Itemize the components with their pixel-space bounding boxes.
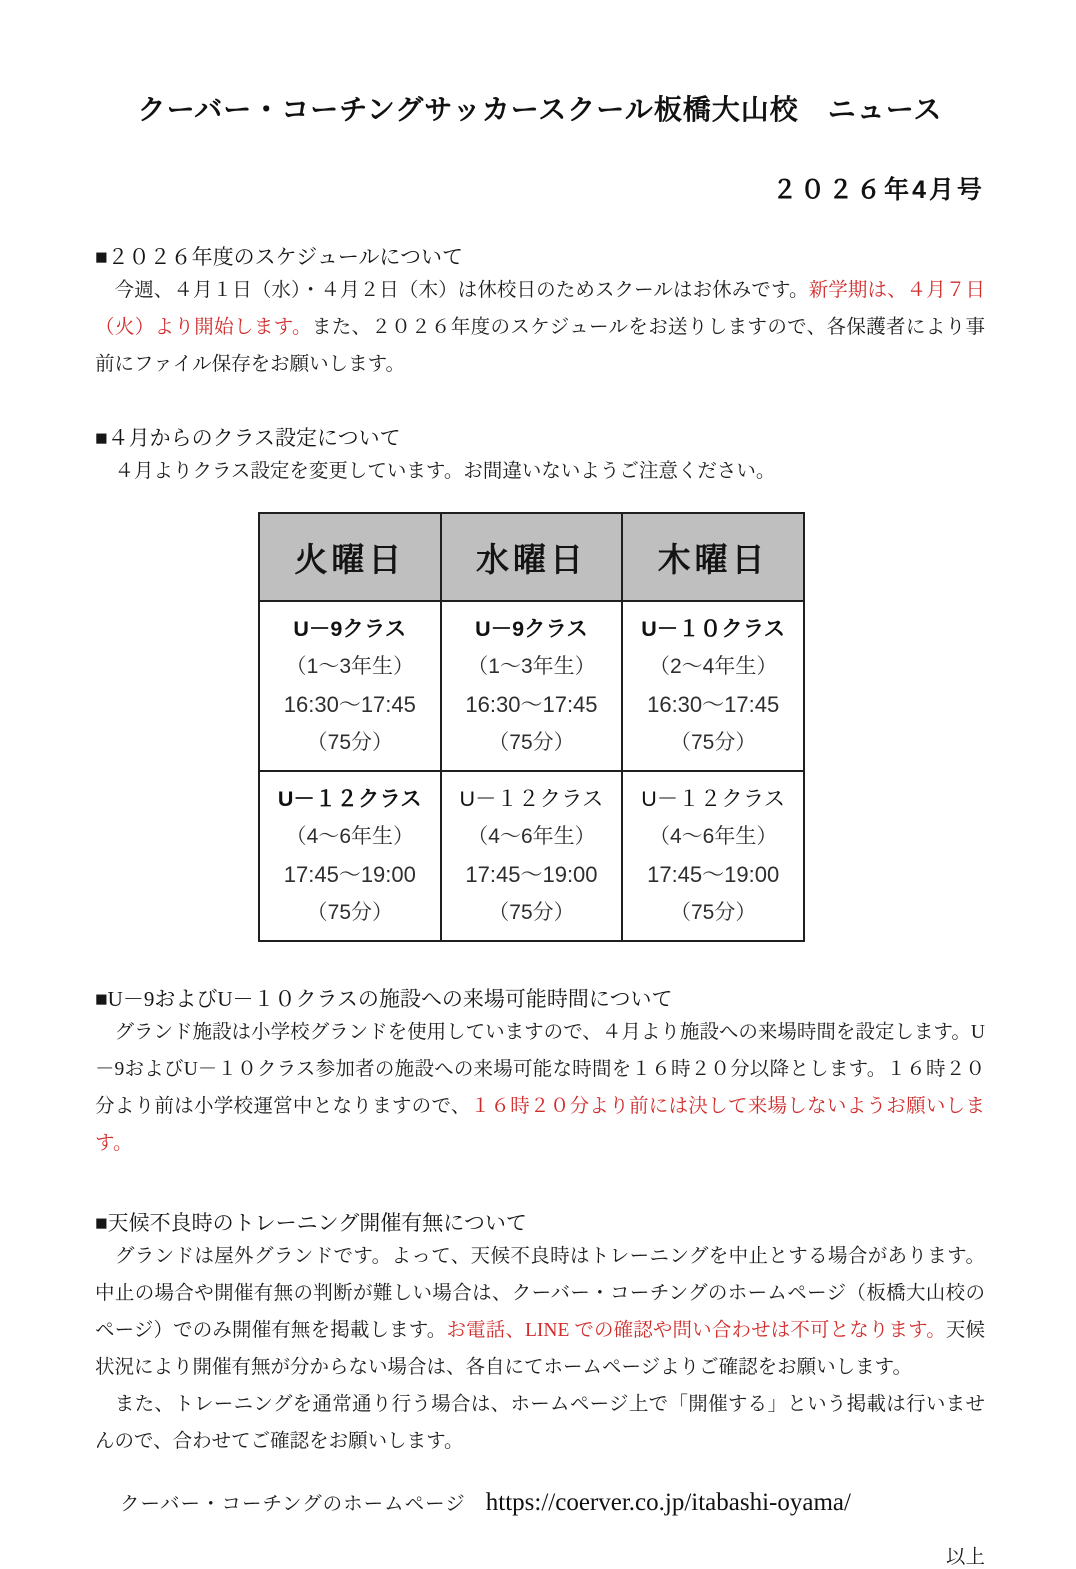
class-cell-thu-u12 [622, 771, 804, 941]
arrival-text: グランド施設は小学校グランドを使用していますので、４月より施設への来場時間を設定します。U－9およびU－１０クラス参加者の施設への来場可能な時間を１６時２０分以降とします。１６時２０分より前は小学校運営中となりますので、 [95, 1022, 985, 1117]
section-arrival-time [95, 984, 985, 1162]
section-heading-class-setting: ■４月からのクラス設定について [95, 426, 401, 450]
table-header-row [259, 513, 804, 601]
paragraph-schedule [95, 272, 985, 383]
class-schedule-table [258, 512, 805, 942]
class-grade: （4～6年生） [648, 825, 778, 848]
class-name: U－１２クラス [641, 787, 786, 811]
homepage-label: クーバー・コーチングのホームページ [120, 1494, 466, 1515]
class-duration: （75分） [669, 901, 757, 924]
section-schedule [95, 242, 985, 383]
highlight-red-new-term: 新学期は、４月７日（火）より開始します。 [95, 280, 985, 338]
class-name: U－１０クラス [641, 617, 786, 641]
section-class-setting [95, 423, 985, 490]
table-header-thursday: 木曜日 [622, 513, 804, 601]
class-grade: （4～6年生） [285, 825, 414, 848]
class-name: U－１２クラス [459, 787, 604, 811]
homepage-url: https://coerver.co.jp/itabashi-oyama/ [485, 1489, 851, 1516]
section-heading-weather: ■天候不良時のトレーニング開催有無について [95, 1211, 527, 1235]
class-time: 17:45～19:00 [647, 862, 780, 887]
class-cell-wed-u9 [441, 601, 623, 771]
class-grade: （1～3年生） [285, 655, 414, 678]
schedule-text: 今週、４月１日（水）・４月２日（木）は休校日のためスクールはお休みです。 [95, 280, 809, 301]
highlight-red-no-phone-line: お電話、LINE での確認や問い合わせは不可となります。 [446, 1320, 946, 1341]
class-duration: （75分） [488, 731, 575, 754]
class-time: 16:30～17:45 [647, 692, 780, 717]
table-row-late-class [259, 771, 804, 941]
schedule-text-cont: また、２０２６年度のスケジュールをお送りしますので、各保護者により事前にファイル保存をお願いします。 [95, 317, 985, 375]
paragraph-weather-2: また、トレーニングを通常通り行う場合は、ホームページ上で「開催する」という掲載は行いませんので、合わせてご確認をお願いします。 [95, 1394, 985, 1452]
class-duration: （75分） [669, 731, 757, 754]
closing-text: 以上 [945, 1547, 985, 1568]
paragraph-weather-1 [95, 1238, 985, 1386]
table-header-wednesday: 水曜日 [441, 513, 623, 601]
class-cell-tue-u9 [259, 601, 441, 771]
table-row-early-class [259, 601, 804, 771]
highlight-red-arrival-warning: １６時２０分より前には決して来場しないようお願いします。 [95, 1096, 985, 1154]
page-title: クーバー・コーチングサッカースクール板橋大山校 ニュース [137, 94, 943, 125]
weather-text-cont: 天候状況により開催有無が分からない場合は、各自にてホームページよりご確認をお願いします。 [95, 1320, 985, 1378]
paragraph-class-setting: ４月よりクラス設定を変更しています。お間違いないようご注意ください。 [95, 461, 776, 482]
class-duration: （75分） [306, 731, 393, 754]
class-cell-thu-u10 [622, 601, 804, 771]
class-duration: （75分） [306, 901, 393, 924]
issue-date: ２０２６年4月号 [772, 176, 985, 204]
class-name: U－１２クラス [277, 787, 422, 811]
homepage-line [95, 1488, 985, 1517]
section-heading-arrival-time: ■U－9およびU－１０クラスの施設への来場可能時間について [95, 987, 673, 1011]
class-grade: （4～6年生） [467, 825, 596, 848]
section-weather [95, 1208, 985, 1460]
class-grade: （1～3年生） [467, 655, 596, 678]
class-time: 17:45～19:00 [465, 862, 598, 887]
class-name: U－9クラス [475, 617, 588, 641]
class-duration: （75分） [488, 901, 575, 924]
weather-text: グランドは屋外グランドです。よって、天候不良時はトレーニングを中止とする場合があります。中止の場合や開催有無の判断が難しい場合は、クーバー・コーチングのホームページ（板橋大山校のページ）でのみ開催有無を掲載します。 [95, 1246, 985, 1341]
class-time: 16:30～17:45 [465, 692, 598, 717]
class-name: U－9クラス [293, 617, 407, 641]
class-cell-tue-u12 [259, 771, 441, 941]
class-time: 16:30～17:45 [283, 692, 416, 717]
class-time: 17:45～19:00 [283, 862, 416, 887]
section-heading-schedule: ■２０２６年度のスケジュールについて [95, 245, 464, 269]
paragraph-arrival-time [95, 1014, 985, 1162]
class-cell-wed-u12 [441, 771, 623, 941]
table-header-tuesday: 火曜日 [259, 513, 441, 601]
class-grade: （2～4年生） [648, 655, 778, 678]
